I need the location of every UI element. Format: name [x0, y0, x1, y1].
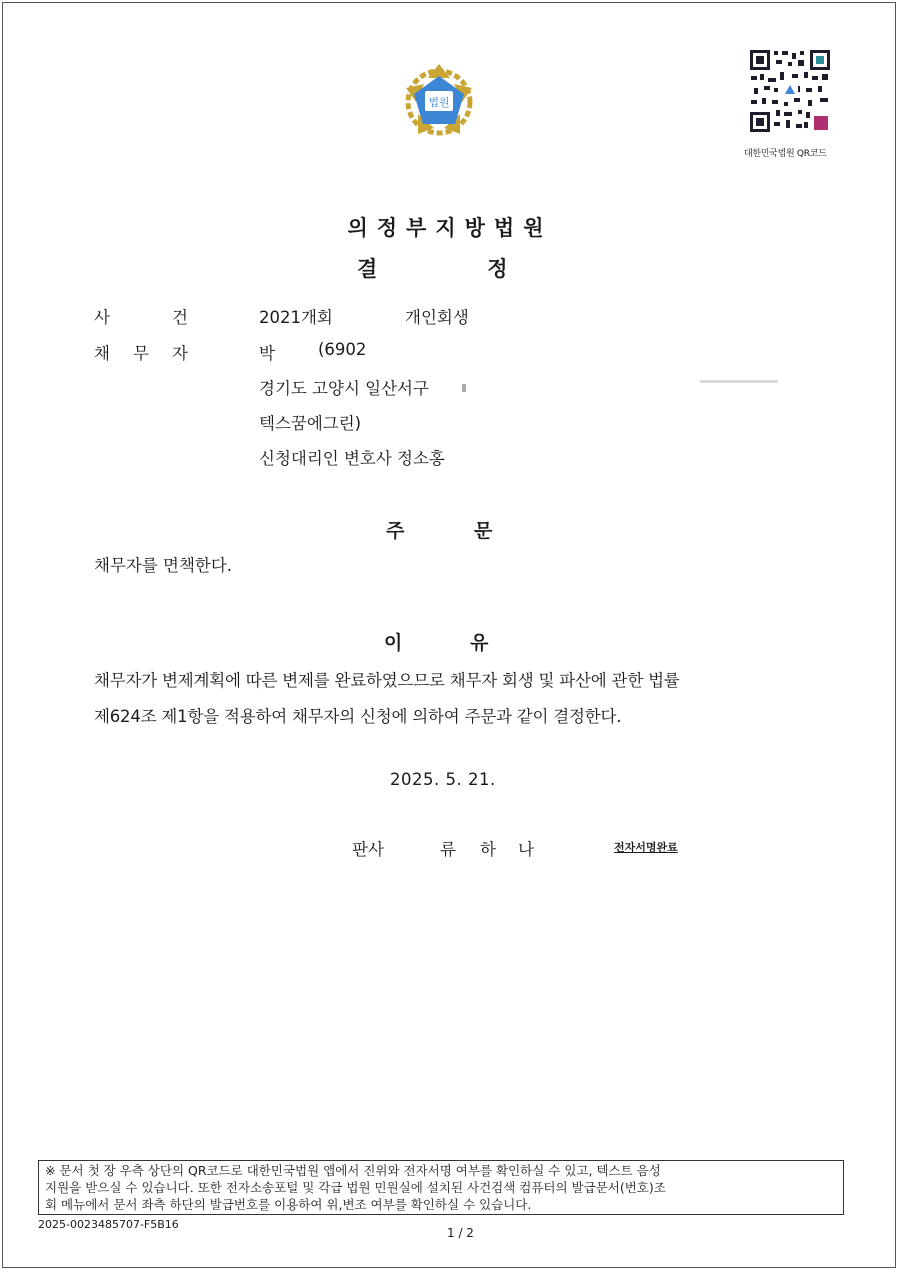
- qr-code-icon[interactable]: [748, 48, 832, 134]
- court-name: 의정부지방법원: [347, 216, 553, 240]
- order-heading-char-1: 주: [386, 520, 405, 542]
- order-text: 채무자를 면책한다.: [94, 556, 233, 575]
- debtor-address-line1: 경기도 고양시 일산서구: [259, 379, 429, 398]
- redaction-mark: [462, 384, 466, 392]
- debtor-address-line2: 텍스꿈에그린): [259, 414, 362, 433]
- court-emblem-icon: [398, 60, 480, 142]
- qr-caption: 대한민국법원 QR코드: [744, 149, 827, 159]
- judge-title: 판사: [352, 840, 384, 859]
- reason-heading-char-1: 이: [384, 632, 403, 654]
- agent-attorney: 신청대리인 변호사 정소홍: [259, 449, 445, 468]
- label-debtor-char-1: 채: [94, 344, 110, 363]
- judge-name-char-3: 나: [518, 840, 534, 859]
- issue-number: 2025-0023485707-F5B16: [38, 1218, 179, 1231]
- notice-line-3: 회 메뉴에서 문서 좌측 하단의 발급번호를 이용하여 위,변조 여부를 확인하실 수 있습니다.: [45, 1197, 532, 1212]
- redaction-mark: [700, 380, 778, 383]
- page-border: [2, 2, 896, 1268]
- reason-line-1: 채무자가 변제계획에 따른 변제를 완료하였으므로 채무자 회생 및 파산에 관한 법률: [94, 671, 680, 690]
- case-number: 2021개회: [259, 308, 333, 327]
- label-case-char-1: 사: [94, 308, 110, 327]
- order-heading-char-2: 문: [474, 520, 493, 542]
- label-debtor-char-3: 자: [172, 344, 188, 363]
- notice-line-2: 지원을 받으실 수 있습니다. 또한 전자소송포털 및 각급 법원 민원실에 설치된 사건검색 컴퓨터의 발급문서(번호)조: [45, 1180, 666, 1195]
- document-title: 결정: [357, 257, 618, 281]
- reason-line-2: 제624조 제1항을 적용하여 채무자의 신청에 의하여 주문과 같이 결정한다.: [94, 707, 622, 726]
- e-signature-stamp: 전자서명완료: [614, 841, 678, 854]
- reason-heading-char-2: 유: [470, 632, 489, 654]
- verification-notice: [38, 1160, 844, 1215]
- emblem-label: 법원: [428, 96, 450, 109]
- judge-name-char-2: 하: [480, 840, 496, 859]
- debtor-id: (6902: [318, 340, 367, 359]
- decision-date: 2025. 5. 21.: [390, 770, 496, 789]
- label-debtor-char-2: 무: [133, 344, 149, 363]
- case-type: 개인회생: [405, 308, 469, 327]
- notice-line-1: ※ 문서 첫 장 우측 상단의 QR코드로 대한민국법원 앱에서 진위와 전자서명 여부를 확인하실 수 있고, 텍스트 음성: [45, 1163, 661, 1178]
- page-number: 1 / 2: [447, 1226, 474, 1240]
- judge-name-char-1: 류: [440, 840, 456, 859]
- label-case-char-2: 건: [172, 308, 188, 327]
- debtor-name: 박: [259, 344, 275, 363]
